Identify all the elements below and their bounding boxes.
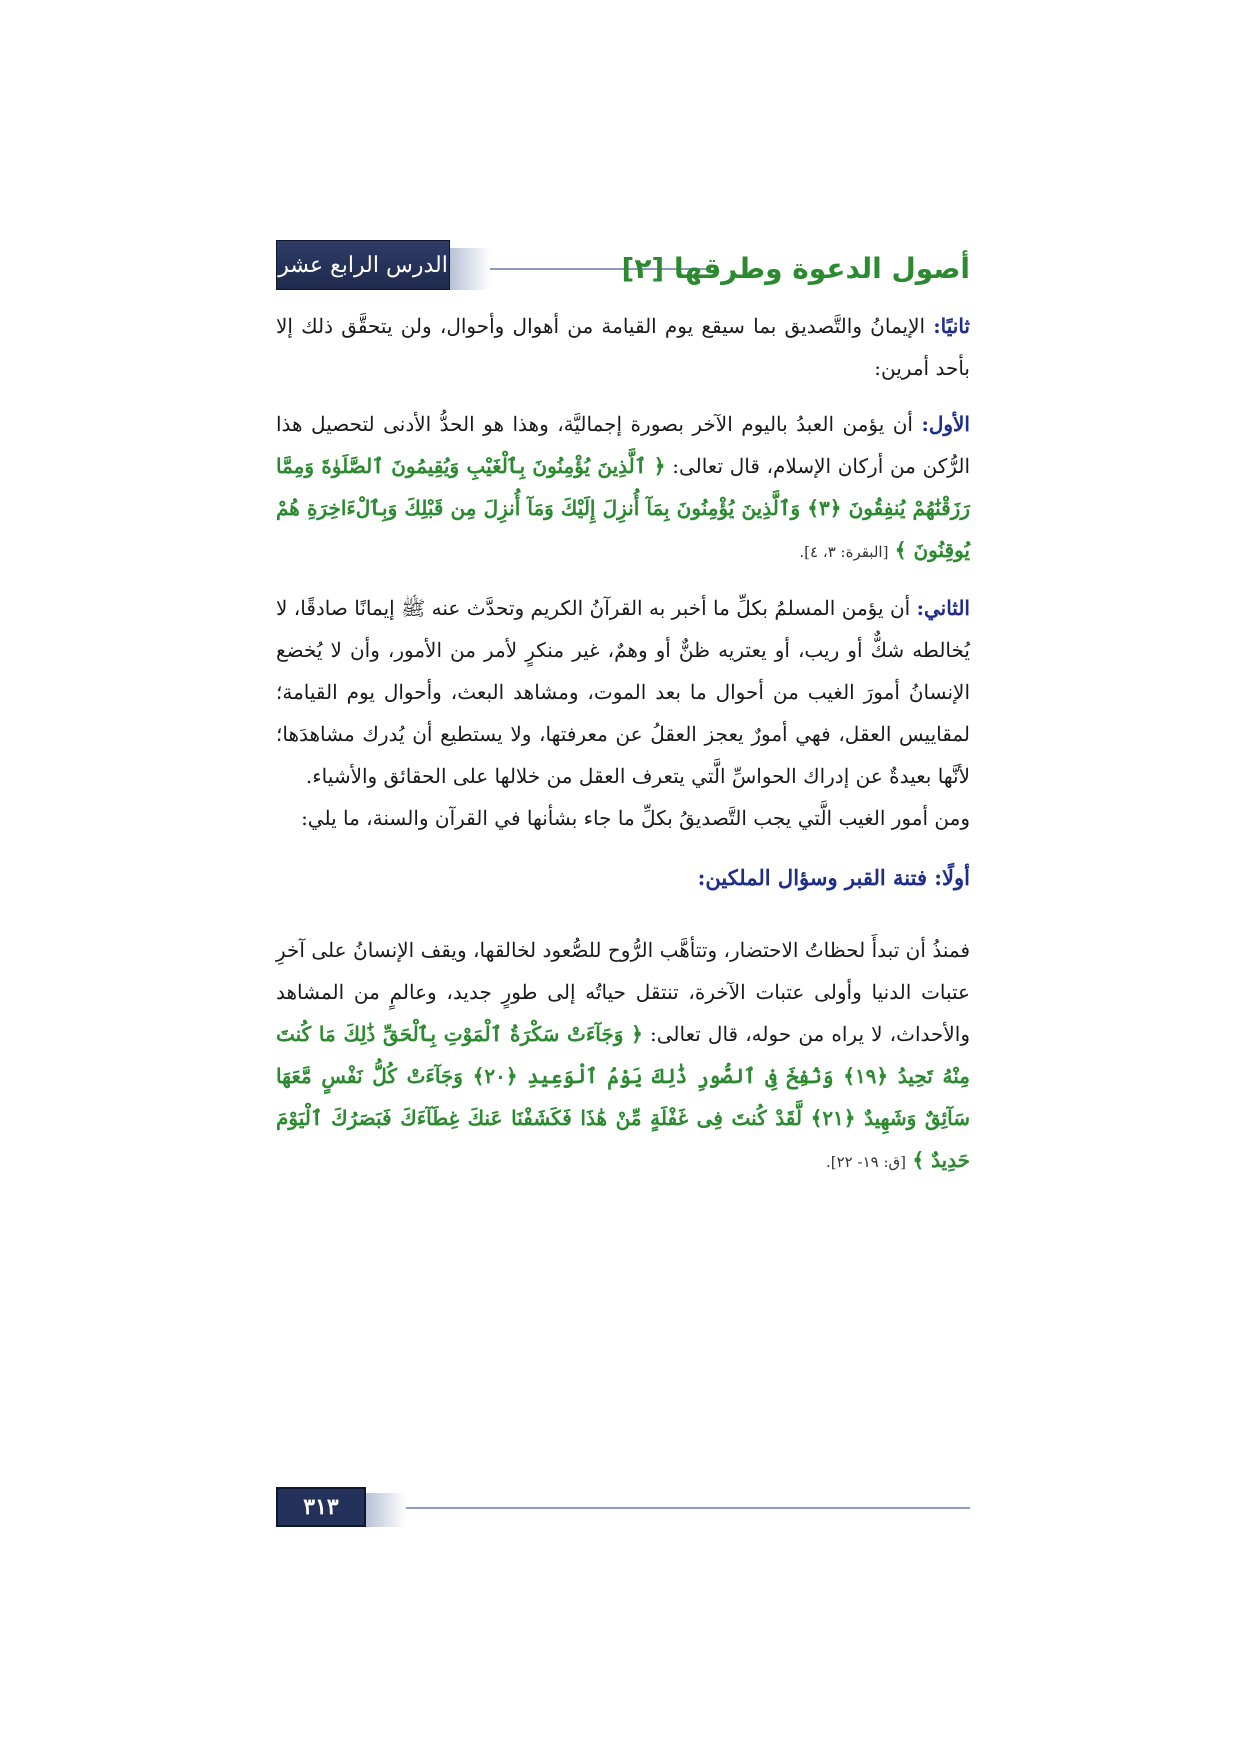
verse-reference: [البقرة: ٣، ٤]. [799, 543, 889, 561]
paragraph-text: أن يؤمن المسلمُ بكلِّ ما أخبر به القرآنُ الكريم وتحدَّث عنه ﷺ إيمانًا صادقًا، لا يُخالطه شكٌّ أو ريب، أو يعتريه ظنٌّ أو وهمٌ، غير منكرٍ لأمر من الأمور، وأن لا يُخضع الإنسانُ أمورَ الغيب من أحوال ما بعد الموت، ومشاهد البعث، وأحوال يوم القيامة؛ لمقاييس العقل، فهي أمورٌ يعجز العقلُ عن معرفتها، ولا يستطيع أن يُدرك مشاهدَها؛ لأنَّها بعيدةٌ عن إدراك الحواسِّ الَّتي يتعرف العقل من خلالها على الحقائق والأشياء. [276, 596, 970, 788]
paragraph-text: الإيمانُ والتَّصديق بما سيقع يوم القيامة من أهوال وأحوال، ولن يتحقَّق ذلك إلا بأحد أمرين: [276, 314, 970, 380]
paragraph-awwal [276, 403, 970, 573]
book-title: أصول الدعوة وطرقها [٢] [621, 251, 970, 285]
paragraph-text: فمنذُ أن تبدأَ لحظاتُ الاحتضار، وتتأهَّب الرُّوح للصُّعود لخالقها، ويقف الإنسانُ على آخرِ عتبات الدنيا وأولى عتبات الآخرة، تنتقل حياتُه إلى طورٍ جديد، وعالمٍ من المشاهد والأحداث، لا يراه من حوله، قال تعالى: [276, 938, 970, 1046]
lesson-label: الدرس الرابع عشر [276, 240, 450, 290]
paragraph-label: الأول: [921, 412, 970, 436]
page-number: ٣١٣ [276, 1487, 366, 1527]
paragraph-text: أن يؤمن العبدُ باليوم الآخر بصورة إجماليَّة، وهذا هو الحدُّ الأدنى لتحصيل هذا الرُّكن من أركان الإسلام، قال تعالى: [276, 412, 970, 478]
page-number-shadow [366, 1493, 406, 1527]
page-footer [276, 1487, 970, 1529]
paragraph-thani [276, 587, 970, 797]
verse-reference: [ق: ١٩- ٢٢]. [826, 1153, 907, 1171]
paragraph-ihtidar [276, 929, 970, 1183]
lesson-label-shadow [450, 248, 490, 290]
paragraph-label: الثاني: [916, 596, 970, 620]
footer-divider [406, 1507, 970, 1509]
paragraph-label: ثانيًا: [933, 314, 970, 338]
paragraph-thaniyan [276, 305, 970, 389]
paragraph-umur-al-ghayb: ومن أمور الغيب الَّتي يجب التَّصديقُ بكلِّ ما جاء بشأنها في القرآن والسنة، ما يلي: [301, 806, 970, 830]
quran-verse: ﴿ وَجَآءَتْ سَكْرَةُ ٱلْمَوْتِ بِٱلْحَقِّ ذَٰلِكَ مَا كُنتَ مِنْهُ تَحِيدُ ﴿١٩﴾ وَنُفِخَ فِى ٱلصُّورِ ذَٰلِكَ يَوْمُ ٱلْوَعِيدِ ﴿٢٠﴾ وَجَآءَتْ كُلُّ نَفْسٍ مَّعَهَا سَآئِقٌ وَشَهِيدٌ ﴿٢١﴾ لَّقَدْ كُنتَ فِى غَفْلَةٍ مِّنْ هَٰذَا فَكَشَفْنَا عَنكَ غِطَآءَكَ فَبَصَرُكَ ٱلْيَوْمَ حَدِيدٌ ﴾ [276, 1022, 971, 1172]
page-header [276, 240, 970, 296]
quran-verse: ﴿ ٱلَّذِينَ يُؤْمِنُونَ بِٱلْغَيْبِ وَيُقِيمُونَ ٱلصَّلَوٰةَ وَمِمَّا رَزَقْنَٰهُمْ يُنفِقُونَ ﴿٣﴾ وَٱلَّذِينَ يُؤْمِنُونَ بِمَآ أُنزِلَ إِلَيْكَ وَمَآ أُنزِلَ مِن قَبْلِكَ وَبِٱلْءَاخِرَةِ هُمْ يُوقِنُونَ ﴾ [276, 454, 970, 562]
page-body [276, 305, 970, 1183]
section-heading: أولًا: فتنة القبر وسؤال الملكين: [697, 865, 970, 890]
